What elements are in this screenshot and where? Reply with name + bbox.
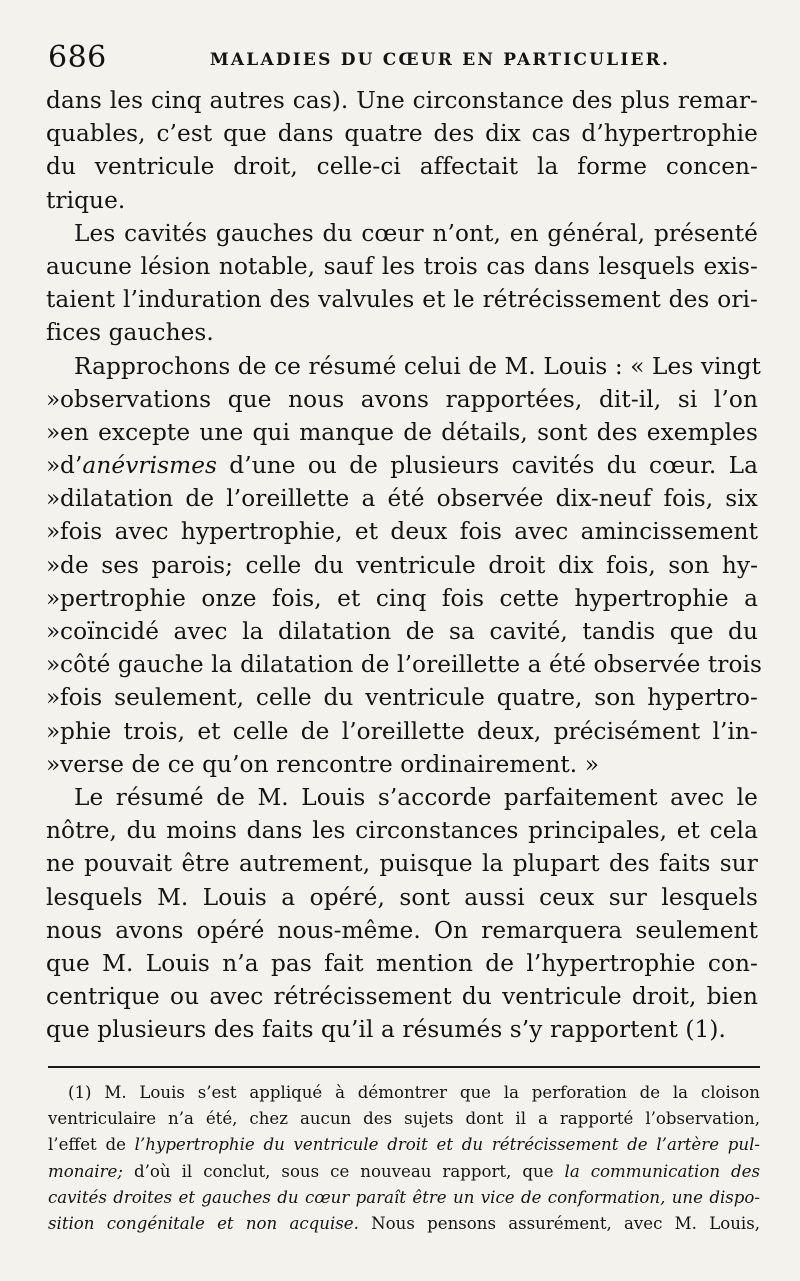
quoted-line (46, 582, 758, 615)
quoted-line (46, 615, 758, 648)
text-line: taient l’induration des valvules et le rétrécissement des ori- (46, 286, 758, 314)
text-line: Rapprochons de ce résumé celui de M. Louis : « Les vingt (74, 352, 761, 380)
quoted-text: observations que nous avons rapportées, dit-il, si l’on (60, 385, 758, 413)
quote-mark: » (46, 750, 61, 778)
quote-mark: » (46, 418, 61, 446)
quoted-text: en excepte une qui manque de détails, sont des exemples (60, 418, 758, 446)
footnote-text: Nous pensons assurément, avec M. Louis, (358, 1213, 760, 1233)
text-line: dans les cinq autres cas). Une circonstance des plus remar- (46, 87, 758, 114)
quoted-text: coïncidé avec la dilatation de sa cavité, tandis que du (60, 618, 758, 645)
paragraph-3-quotation (46, 350, 763, 781)
paragraph-1 (46, 84, 758, 217)
quoted-text: verse de ce qu’on rencontre ordinairement. » (60, 750, 600, 778)
text-line: trique. (46, 186, 126, 214)
quoted-line (46, 648, 763, 681)
quoted-line (46, 449, 758, 482)
quote-mark: » (46, 584, 61, 612)
quoted-text: dilatation de l’oreillette a été observée dix-neuf fois, six (60, 485, 758, 513)
footnote-italic: cavités droites et gauches du cœur paraît être un vice de conformation, une dispo- (48, 1187, 760, 1207)
quoted-text: de ses parois; celle du ventricule droit dix fois, son hy- (60, 551, 758, 579)
quote-mark: » (46, 651, 61, 679)
text-line: lesquels M. Louis a opéré, sont aussi ceux sur lesquels (46, 883, 758, 911)
footnote-line: ventriculaire n’a été, chez aucun des sujets dont il a rapporté l’observation, (48, 1109, 760, 1129)
quote-mark: » (46, 518, 61, 546)
quoted-line (46, 482, 758, 515)
text-line: aucune lésion notable, sauf les trois cas dans lesquels exis- (46, 252, 758, 280)
quoted-line (46, 681, 758, 714)
text-line: centrique ou avec rétrécissement du ventricule droit, bien (46, 983, 758, 1011)
text-line: Le résumé de M. Louis s’accorde parfaitement avec le (74, 783, 758, 811)
quoted-text: d’ (60, 452, 83, 480)
footnote-line (48, 1211, 760, 1237)
text-line: ne pouvait être autrement, puisque la plupart des faits sur (46, 850, 758, 878)
footnote-text: l’effet de (48, 1135, 135, 1155)
footnote (48, 1080, 760, 1237)
footnote-italic: l’hypertrophie du ventricule droit et du rétrécissement de l’artère pul- (134, 1135, 760, 1155)
quoted-line (46, 416, 758, 449)
quoted-text: phie trois, et celle de l’oreillette deux, précisément l’in- (60, 717, 758, 745)
quote-mark: » (46, 717, 61, 745)
quote-mark: » (46, 485, 61, 513)
quote-mark: » (46, 551, 61, 579)
page-header (48, 38, 760, 78)
paragraph-2 (46, 217, 758, 350)
footnote-line: (1) M. Louis s’est appliqué à démontrer que la perforation de la cloison (68, 1083, 760, 1102)
footnote-italic: la communication des (564, 1161, 760, 1181)
footnote-line (48, 1185, 760, 1211)
footnote-italic: sition congénitale et non acquise. (48, 1213, 359, 1233)
quoted-text: pertrophie onze fois, et cinq fois cette hypertrophie a (60, 584, 758, 612)
quoted-text: côté gauche la dilatation de l’oreillette a été observée trois (60, 651, 763, 679)
quoted-line (46, 515, 758, 548)
quoted-line (46, 715, 758, 748)
main-text (46, 84, 763, 1046)
text-line: du ventricule droit, celle-ci affectait la forme concen- (46, 153, 758, 181)
footnote-text: d’où il conclut, sous ce nouveau rapport, que (122, 1161, 565, 1181)
quote-mark: » (46, 385, 61, 413)
text-line: que plusieurs des faits qu’il a résumés s’y rapportent (1). (46, 1016, 726, 1044)
text-line: fices gauches. (46, 319, 214, 347)
running-title: MALADIES DU CŒUR EN PARTICULIER. (209, 50, 671, 70)
quoted-line (46, 748, 758, 781)
quoted-line (46, 549, 758, 582)
quoted-text: fois seulement, celle du ventricule quatre, son hypertro- (60, 684, 758, 712)
footnote-italic: monaire; (48, 1161, 123, 1181)
quoted-text: fois avec hypertrophie, et deux fois avec amincissement (60, 518, 758, 546)
quote-mark: » (46, 452, 61, 480)
italic-term: anévrismes (82, 452, 218, 480)
text-line: nous avons opéré nous-même. On remarquera seulement (46, 916, 758, 944)
paragraph-4 (46, 781, 758, 1047)
quoted-text: d’une ou de plusieurs cavités du cœur. La (217, 452, 758, 480)
text-line: que M. Louis n’a pas fait mention de l’hypertrophie con- (46, 949, 758, 977)
page-number: 686 (48, 40, 107, 75)
footnote-line (48, 1159, 760, 1185)
text-line: quables, c’est que dans quatre des dix cas d’hypertrophie (46, 120, 758, 148)
footnote-line (48, 1132, 760, 1158)
text-line: Les cavités gauches du cœur n’ont, en général, présenté (74, 219, 758, 247)
quote-mark: » (46, 618, 61, 645)
quoted-line (46, 383, 758, 416)
quote-mark: » (46, 684, 61, 712)
footnote-rule (48, 1066, 760, 1068)
text-line: nôtre, du moins dans les circonstances principales, et cela (46, 817, 758, 845)
